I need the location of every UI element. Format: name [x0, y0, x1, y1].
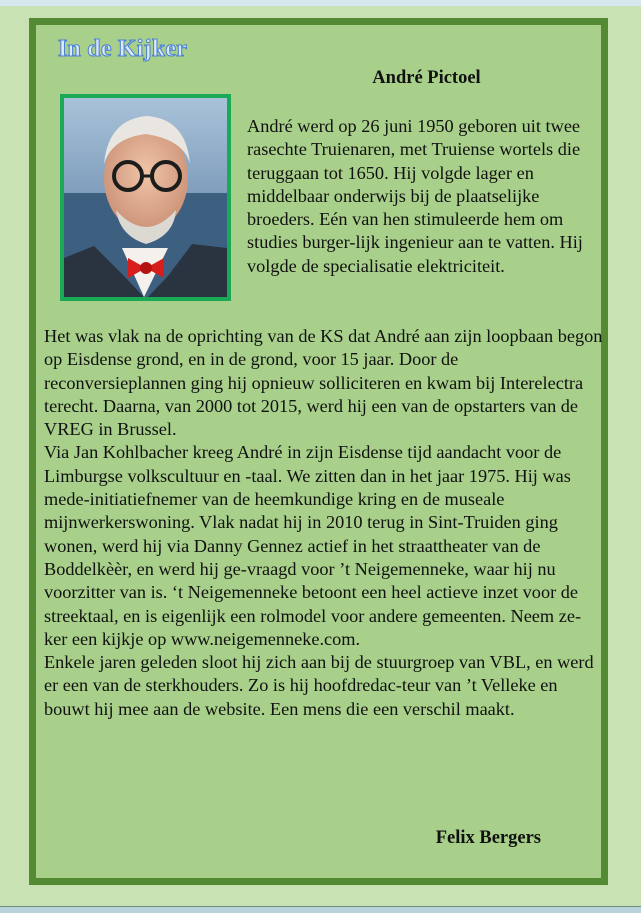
intro-paragraph: André werd op 26 juni 1950 geboren uit twee rasechte Truienaren, met Truiense wortels die teruggaan tot 1650. Hij volgde lager en middelbaar onderwijs bij de plaatselijke broeders. Eén van hen stimuleerde hem om studies burger-lijk ingenieur aan te vatten. Hij volgde de specialisatie elektriciteit.	[247, 116, 583, 276]
author-signature: Felix Bergers	[435, 828, 541, 848]
paragraph-vbl: Enkele jaren geleden sloot hij zich aan bij de stuurgroep van VBL, en werd er een van de sterkhouders. Zo is hij hoofdredac-teur van ’t Velleke en bouwt hij mee aan de website. Een mens die een verschil maakt.	[44, 652, 594, 719]
article-body	[44, 325, 604, 721]
paragraph-culture: Via Jan Kohlbacher kreeg André in zijn Eisdense tijd aandacht voor de Limburgse volkscultuur en -taal. We zitten dan in het jaar 1975. Hij was mede-initiatiefnemer van de heemkundige kring en de museale mijnwerkerswoning. Vlak nadat hij in 2010 terug in Sint-Truiden ging wonen, werd hij via Danny Gennez actief in het straattheater van de Boddelkèèr, en werd hij ge-vraagd voor ’t Neigemenneke, waar hij nu voorzitter van is. ‘t Neigemenneke betoont een heel actieve inzet voor de streektaal, en is eigenlijk een rolmodel voor andere gemeenten. Neem ze-ker een kijkje op www.neigemenneke.com.	[44, 442, 582, 649]
person-name: André Pictoel	[372, 68, 481, 88]
article-box	[29, 18, 608, 885]
top-edge	[0, 0, 641, 6]
section-title: In de Kijker	[58, 36, 188, 62]
portrait-image	[64, 98, 227, 297]
portrait-photo	[60, 94, 231, 301]
paragraph-career: Het was vlak na de oprichting van de KS dat André aan zijn loopbaan begon op Eisdense grond, en in de grond, voor 15 jaar. Door de reconversieplannen ging hij opnieuw solliciteren en kwam bij Interelectra terecht. Daarna, van 2000 tot 2015, werd hij een van de opstarters van de VREG in Brussel.	[44, 326, 603, 440]
